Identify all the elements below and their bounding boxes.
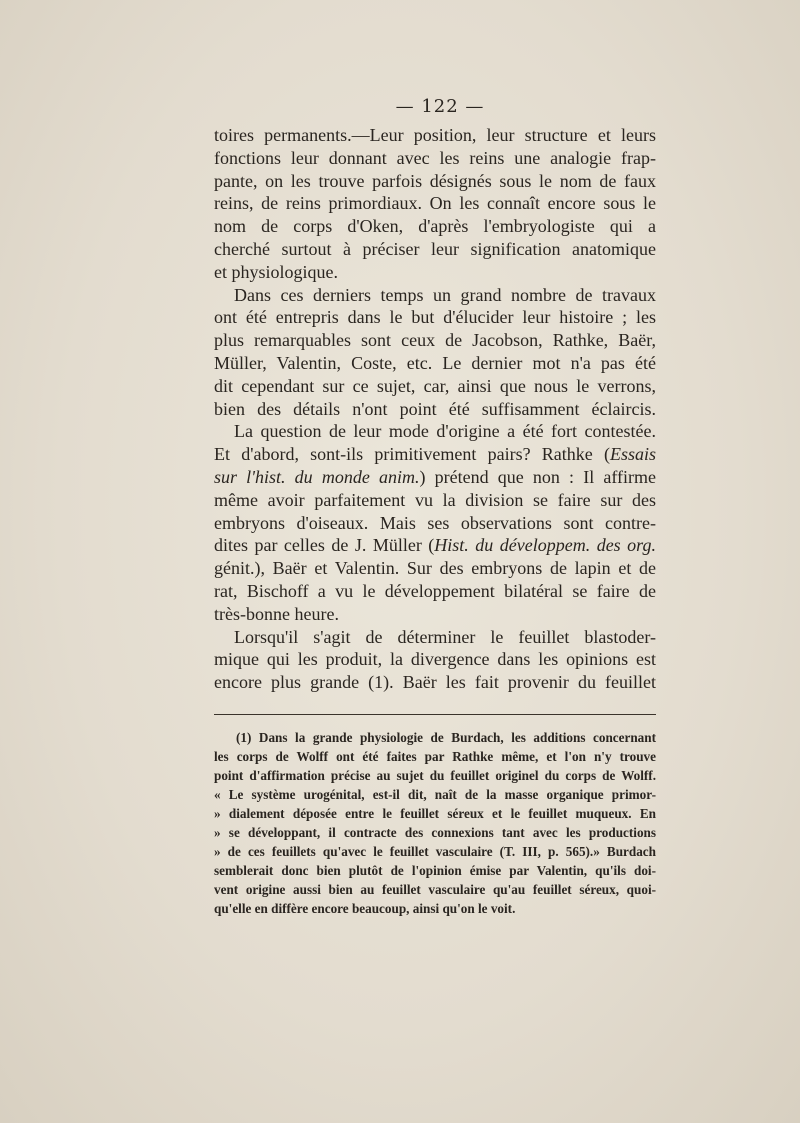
footnote xyxy=(214,728,656,918)
text-line: dit cependant sur ce sujet, car, ainsi que nous le verrons, xyxy=(214,375,656,396)
main-text xyxy=(214,124,656,694)
text-line: encore plus grande (1). Baër les fait provenir du feuillet xyxy=(214,672,656,693)
text-line: rat, Bischoff a vu le développement bilatéral se faire de xyxy=(214,580,656,601)
text-line: Lorsqu'il s'agit de déterminer le feuillet blastoder- xyxy=(234,626,656,647)
footnote-divider xyxy=(214,714,656,715)
text-line: La question de leur mode d'origine a été fort contestée. xyxy=(234,421,656,442)
text-line: très-bonne heure. xyxy=(214,603,339,624)
text-line: ont été entrepris dans le but d'élucider leur histoire ; les xyxy=(214,307,656,328)
text-line: et physiologique. xyxy=(214,261,338,282)
footnote-line: point d'affirmation précise au sujet du feuillet originel du corps de Wolff. xyxy=(214,768,656,783)
text-line xyxy=(214,443,656,466)
text-segment: ) prétend que non : Il affirme xyxy=(419,466,657,487)
italic-title: Hist. du développem. des org. xyxy=(434,535,656,556)
text-line: génit.), Baër et Valentin. Sur des embryons de lapin et de xyxy=(214,558,656,579)
text-segment: dites par celles de J. Müller ( xyxy=(214,535,435,556)
footnote-line: « Le système urogénital, est-il dit, naît de la masse organique primor- xyxy=(214,787,656,802)
footnote-line: » dialement déposée entre le feuillet séreux et le feuillet muqueux. En xyxy=(214,806,656,821)
text-line xyxy=(214,534,656,557)
footnote-line: (1) Dans la grande physiologie de Burdach, les additions concernant xyxy=(236,730,656,745)
text-segment: Et d'abord, sont-ils primitivement pairs? Rathke ( xyxy=(214,444,610,465)
text-line: pante, on les trouve parfois désignés sous le nom de faux xyxy=(214,170,656,191)
text-line xyxy=(214,466,656,489)
footnote-line: qu'elle en diffère encore beaucoup, ainsi qu'on le voit. xyxy=(214,901,516,916)
footnote-line: » se développant, il contracte des connexions tant avec les productions xyxy=(214,825,656,840)
italic-title: Essais xyxy=(609,444,656,465)
text-line: nom de corps d'Oken, d'après l'embryologiste qui a xyxy=(214,216,656,237)
italic-title: sur l'hist. du monde anim. xyxy=(214,466,420,487)
text-line: toires permanents.—Leur position, leur structure et leurs xyxy=(214,125,656,145)
text-line: Müller, Valentin, Coste, etc. Le dernier mot n'a pas été xyxy=(214,352,656,373)
text-line: Dans ces derniers temps un grand nombre de travaux xyxy=(234,284,656,305)
text-line: fonctions leur donnant avec les reins une analogie frap- xyxy=(214,147,656,168)
text-line: cherché surtout à préciser leur signification anatomique xyxy=(214,238,656,259)
footnote-line: vent origine aussi bien au feuillet vasculaire qu'au feuillet séreux, quoi- xyxy=(214,882,656,897)
footnote-line: les corps de Wolff ont été faites par Rathke même, et l'on n'y trouve xyxy=(214,749,656,764)
text-line: embryons d'oiseaux. Mais ses observations sont contre- xyxy=(214,512,656,533)
text-line: reins, de reins primordiaux. On les connaît encore sous le xyxy=(214,193,656,214)
text-line: mique qui les produit, la divergence dans les opinions est xyxy=(214,649,656,670)
text-line: même avoir parfaitement vu la division se faire sur des xyxy=(214,489,656,510)
footnote-line: » de ces feuillets qu'avec le feuillet vasculaire (T. III, p. 565).» Burdach xyxy=(214,844,656,859)
footnote-line: semblerait donc bien plutôt de l'opinion émise par Valentin, qu'ils doi- xyxy=(214,863,656,878)
page-number: — 122 — xyxy=(395,96,485,117)
text-line: plus remarquables sont ceux de Jacobson, Rathke, Baër, xyxy=(214,330,656,351)
text-line: bien des détails n'ont point été suffisamment éclaircis. xyxy=(214,398,656,419)
